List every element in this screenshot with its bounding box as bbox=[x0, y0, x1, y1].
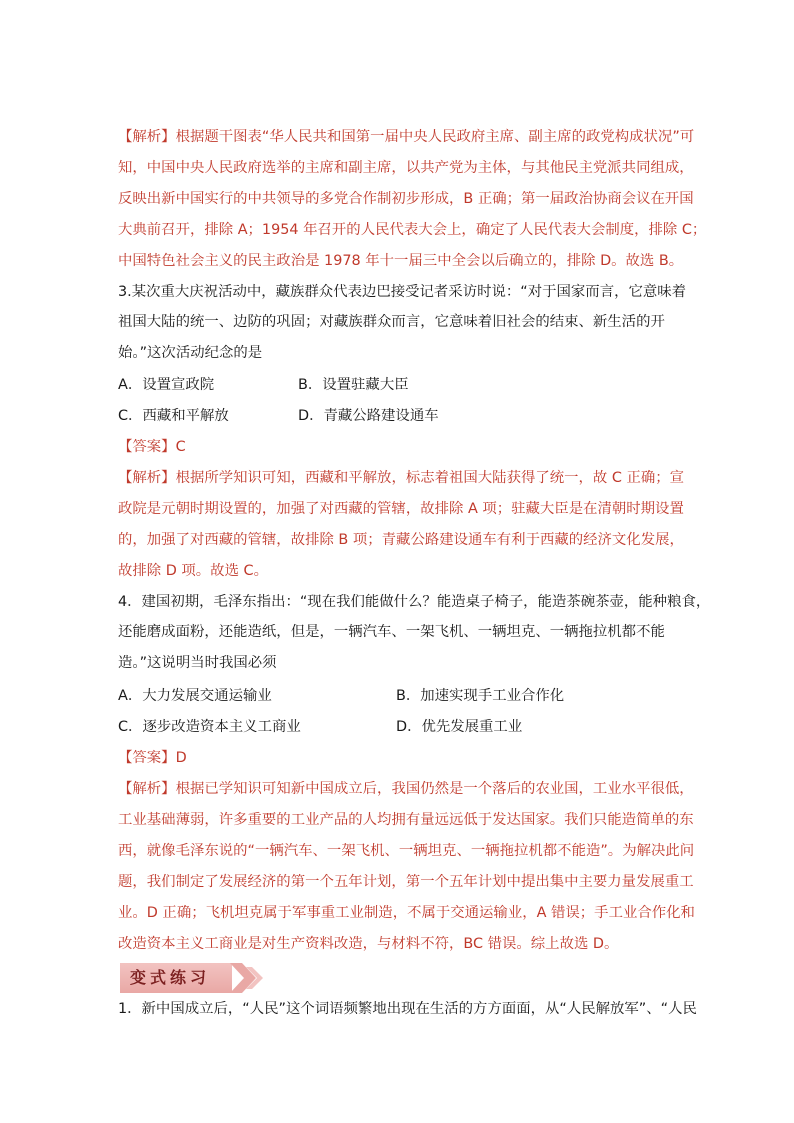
q3-option-b: B．设置驻藏大臣 bbox=[298, 377, 409, 393]
q3-analysis-line-3: 的，加强了对西藏的管辖，故排除 B 项；青藏公路建设通车有利于西藏的经济文化发展， bbox=[118, 532, 684, 548]
q3-answer bbox=[118, 435, 186, 459]
answer-value: C bbox=[175, 439, 186, 455]
q4-option-b: B．加速实现手工业合作化 bbox=[396, 688, 565, 704]
q3-analysis-line-1 bbox=[118, 466, 684, 490]
analysis-1-line-1 bbox=[118, 125, 694, 149]
q3-option-a: A．设置宣政院 bbox=[118, 377, 215, 393]
q3-analysis-line-2: 政院是元朝时期设置的，加强了对西藏的管辖，故排除 A 项；驻藏大臣是在清朝时期设置 bbox=[118, 501, 684, 517]
q3-option-d: D．青藏公路建设通车 bbox=[298, 408, 439, 424]
q3-analysis-line-4: 故排除 D 项。故选 C。 bbox=[118, 563, 268, 579]
q4-analysis-line-4: 题，我们制定了发展经济的第一个五年计划，第一个五年计划中提出集中主要力量发展重工 bbox=[118, 874, 694, 890]
question-4-line-2: 还能磨成面粉，还能造纸，但是，一辆汽车、一架飞机、一辆坦克、一辆拖拉机都不能 bbox=[118, 624, 665, 640]
question-4-line-1: 4．建国初期，毛泽东指出：“现在我们能做什么？能造桌子椅子，能造茶碗茶壶，能种粮食， bbox=[118, 594, 711, 610]
analysis-label: 【解析】 bbox=[118, 781, 176, 797]
q4-analysis-line-2: 工业基础薄弱，许多重要的工业产品的人均拥有量远远低于发达国家。我们只能造简单的东 bbox=[118, 812, 694, 828]
q4-analysis-line-1 bbox=[118, 777, 694, 801]
q4-option-a: A．大力发展交通运输业 bbox=[118, 688, 272, 704]
analysis-1-line-2: 知，中国中央人民政府选举的主席和副主席，以共产党为主体，与其他民主党派共同组成， bbox=[118, 160, 694, 176]
answer-label: 【答案】 bbox=[118, 439, 176, 455]
next-question-line-1: 1．新中国成立后，“人民”这个词语频繁地出现在生活的方方面面，从“人民解放军”、“人民 bbox=[118, 1001, 697, 1017]
question-3-line-3: 始。”这次活动纪念的是 bbox=[118, 345, 263, 361]
q4-analysis-line-6: 改造资本主义工商业是对生产资料改造，与材料不符，BC 错误。综上故选 D。 bbox=[118, 936, 619, 952]
analysis-1-line-3: 反映出新中国实行的中共领导的多党合作制初步形成，B 正确；第一届政治协商会议在开国 bbox=[118, 191, 694, 207]
answer-value: D bbox=[175, 750, 187, 766]
chevron-right-icon bbox=[230, 963, 270, 993]
analysis-1-line-4: 大典前召开，排除 A；1954 年召开的人民代表大会上，确定了人民代表大会制度，排除 C； bbox=[118, 222, 707, 238]
analysis-1-line-5: 中国特色社会主义的民主政治是 1978 年十一届三中全会以后确立的，排除 D。故选 B。 bbox=[118, 253, 684, 269]
analysis-text: 根据题干图表“华人民共和国第一届中央人民政府主席、副主席的政党构成状况”可 bbox=[175, 129, 695, 145]
section-title: 变式练习 bbox=[130, 968, 211, 987]
analysis-label: 【解析】 bbox=[118, 129, 176, 145]
section-banner bbox=[120, 963, 266, 993]
analysis-label: 【解析】 bbox=[118, 470, 176, 486]
analysis-text: 根据已学知识可知新中国成立后，我国仍然是一个落后的农业国，工业水平很低， bbox=[175, 781, 694, 797]
q3-option-c: C．西藏和平解放 bbox=[118, 408, 229, 424]
q4-option-d: D．优先发展重工业 bbox=[396, 719, 523, 735]
answer-label: 【答案】 bbox=[118, 750, 176, 766]
q4-analysis-line-3: 西，就像毛泽东说的“一辆汽车、一架飞机、一辆坦克、一辆拖拉机都不能造”。为解决此问 bbox=[118, 843, 695, 859]
q4-option-c: C．逐步改造资本主义工商业 bbox=[118, 719, 301, 735]
question-3-line-2: 祖国大陆的统一、边防的巩固；对藏族群众而言，它意味着旧社会的结束、新生活的开 bbox=[118, 314, 665, 330]
question-4-line-3: 造。”这说明当时我国必须 bbox=[118, 655, 277, 671]
q4-analysis-line-5: 业。D 正确；飞机坦克属于军事重工业制造，不属于交通运输业，A 错误；手工业合作化和 bbox=[118, 905, 695, 921]
question-3-line-1: 3.某次重大庆祝活动中，藏族群众代表边巴接受记者采访时说：“对于国家而言，它意味着 bbox=[118, 284, 687, 300]
q4-answer bbox=[118, 746, 187, 770]
analysis-text: 根据所学知识可知，西藏和平解放，标志着祖国大陆获得了统一，故 C 正确；宣 bbox=[175, 470, 685, 486]
